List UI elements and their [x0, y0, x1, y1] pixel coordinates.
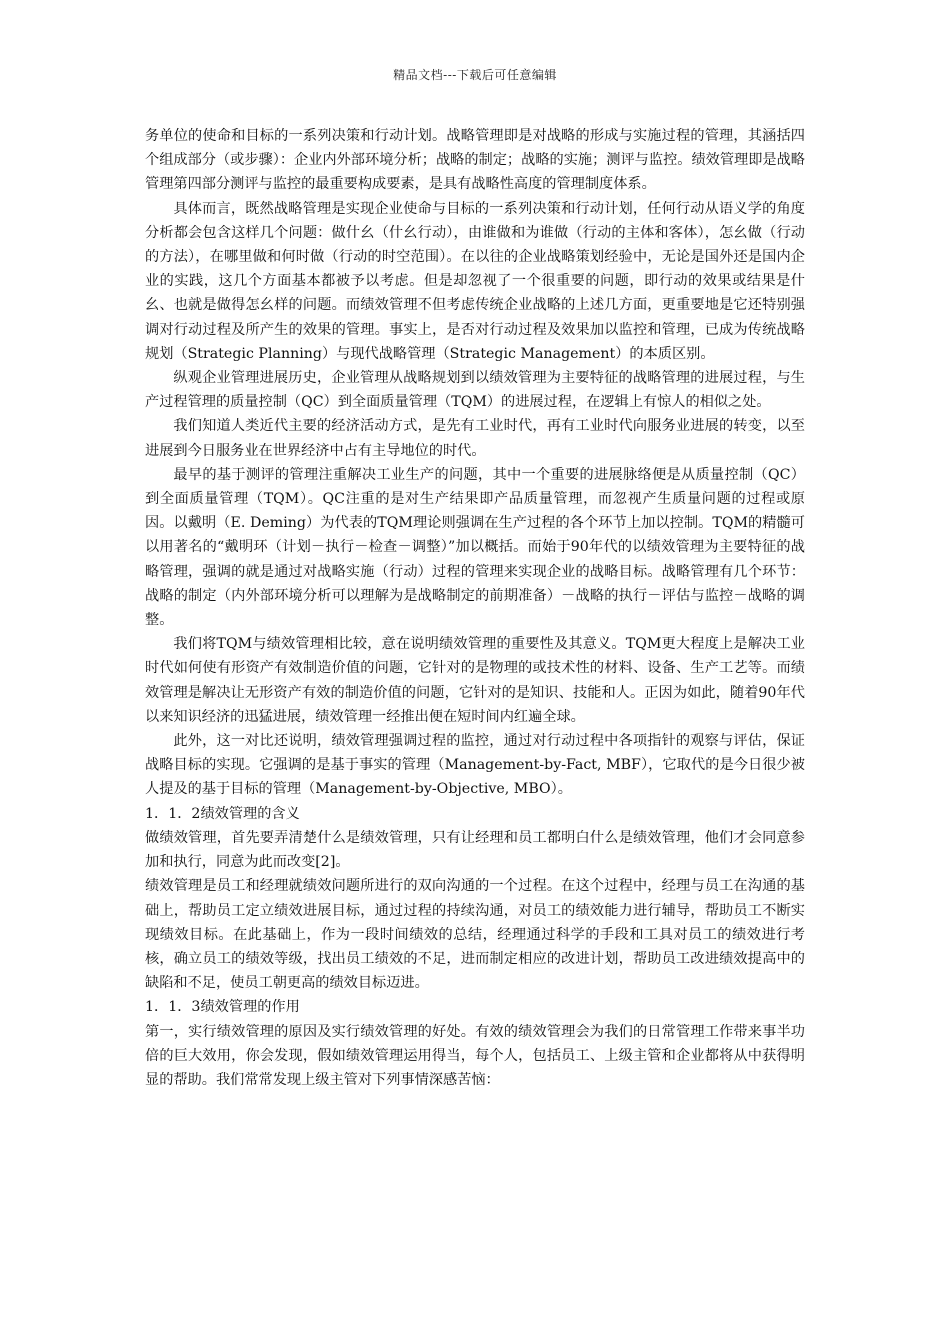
page-header: 精品文档---下载后可任意编辑	[393, 68, 557, 82]
section-heading: 1．1．2绩效管理的含义	[145, 805, 300, 822]
paragraph: 我们将TQM与绩效管理相比较，意在说明绩效管理的重要性及其意义。TQM更大程度上是解决工业时代如何使有形资产有效制造价值的问题，它针对的是物理的或技术性的材料、设备、生产工艺等。而绩效管理是解决让无形资产有效的制造价值的问题，它针对的是知识、技能和人。正因为如此，随着90年代以来知识经济的迅猛进展，绩效管理一经推出便在短时间内红遍全球。	[145, 636, 805, 725]
section-heading: 1．1．3绩效管理的作用	[145, 999, 300, 1016]
paragraph: 此外，这一对比还说明，绩效管理强调过程的监控，通过对行动过程中各项指针的观察与评估，保证战略目标的实现。它强调的是基于事实的管理（Management-by-Fact, MBF），它取代的是今日很少被人提及的基于目标的管理（Management-by-Objective, MBO）。	[145, 733, 805, 798]
document-body	[145, 124, 805, 1092]
paragraph: 最早的基于测评的管理注重解决工业生产的问题，其中一个重要的进展脉络便是从质量控制（QC）到全面质量管理（TQM）。QC注重的是对生产结果即产品质量管理，而忽视产生质量问题的过程或原因。以戴明（E. Deming）为代表的TQM理论则强调在生产过程的各个环节上加以控制。TQM的精髓可以用著名的“戴明环（计划－执行－检查－调整）”加以概括。而始于90年代的以绩效管理为主要特征的战略管理，强调的就是通过对战略实施（行动）过程的管理来实现企业的战略目标。战略管理有几个环节：战略的制定（内外部环境分析可以理解为是战略制定的前期准备）－战略的执行－评估与监控－战略的调整。	[145, 466, 805, 629]
paragraph: 第一，实行绩效管理的原因及实行绩效管理的好处。有效的绩效管理会为我们的日常管理工作带来事半功倍的巨大效用，你会发现，假如绩效管理运用得当，每个人，包括员工、上级主管和企业都将从中获得明显的帮助。我们常常发现上级主管对下列事情深感苦恼：	[145, 1023, 805, 1088]
paragraph: 务单位的使命和目标的一系列决策和行动计划。战略管理即是对战略的形成与实施过程的管理，其涵括四个组成部分（或步骤）：企业内外部环境分析；战略的制定；战略的实施；测评与监控。绩效管理即是战略管理第四部分测评与监控的最重要构成要素，是具有战略性高度的管理制度体系。	[145, 128, 805, 193]
paragraph: 我们知道人类近代主要的经济活动方式，是先有工业时代，再有工业时代向服务业进展的转变，以至进展到今日服务业在世界经济中占有主导地位的时代。	[145, 418, 805, 459]
paragraph: 纵观企业管理进展历史，企业管理从战略规划到以绩效管理为主要特征的战略管理的进展过程，与生产过程管理的质量控制（QC）到全面质量管理（TQM）的进展过程，在逻辑上有惊人的相似之处。	[145, 370, 805, 411]
paragraph: 绩效管理是员工和经理就绩效问题所进行的双向沟通的一个过程。在这个过程中，经理与员工在沟通的基础上，帮助员工定立绩效进展目标，通过过程的持续沟通，对员工的绩效能力进行辅导，帮助员工不断实现绩效目标。在此基础上，作为一段时间绩效的总结，经理通过科学的手段和工具对员工的绩效进行考核，确立员工的绩效等级，找出员工绩效的不足，进而制定相应的改进计划，帮助员工改进绩效提高中的缺陷和不足，使员工朝更高的绩效目标迈进。	[145, 878, 805, 992]
paragraph: 具体而言，既然战略管理是实现企业使命与目标的一系列决策和行动计划，任何行动从语义学的角度分析都会包含这样几个问题：做什幺（什幺行动），由谁做和为谁做（行动的主体和客体），怎幺做（行动的方法），在哪里做和何时做（行动的时空范围）。在以往的企业战略策划经验中，无论是国外还是国内企业的实践，这几个方面基本都被予以考虑。但是却忽视了一个很重要的问题，即行动的效果或结果是什幺、也就是做得怎幺样的问题。而绩效管理不但考虑传统企业战略的上述几方面，更重要地是它还特别强调对行动过程及所产生的效果的管理。事实上，是否对行动过程及效果加以监控和管理，已成为传统战略规划（Strategic Planning）与现代战略管理（Strategic Management）的本质区别。	[145, 200, 805, 362]
paragraph: 做绩效管理，首先要弄清楚什么是绩效管理，只有让经理和员工都明白什么是绩效管理，他们才会同意参加和执行，同意为此而改变[2]。	[145, 829, 805, 871]
